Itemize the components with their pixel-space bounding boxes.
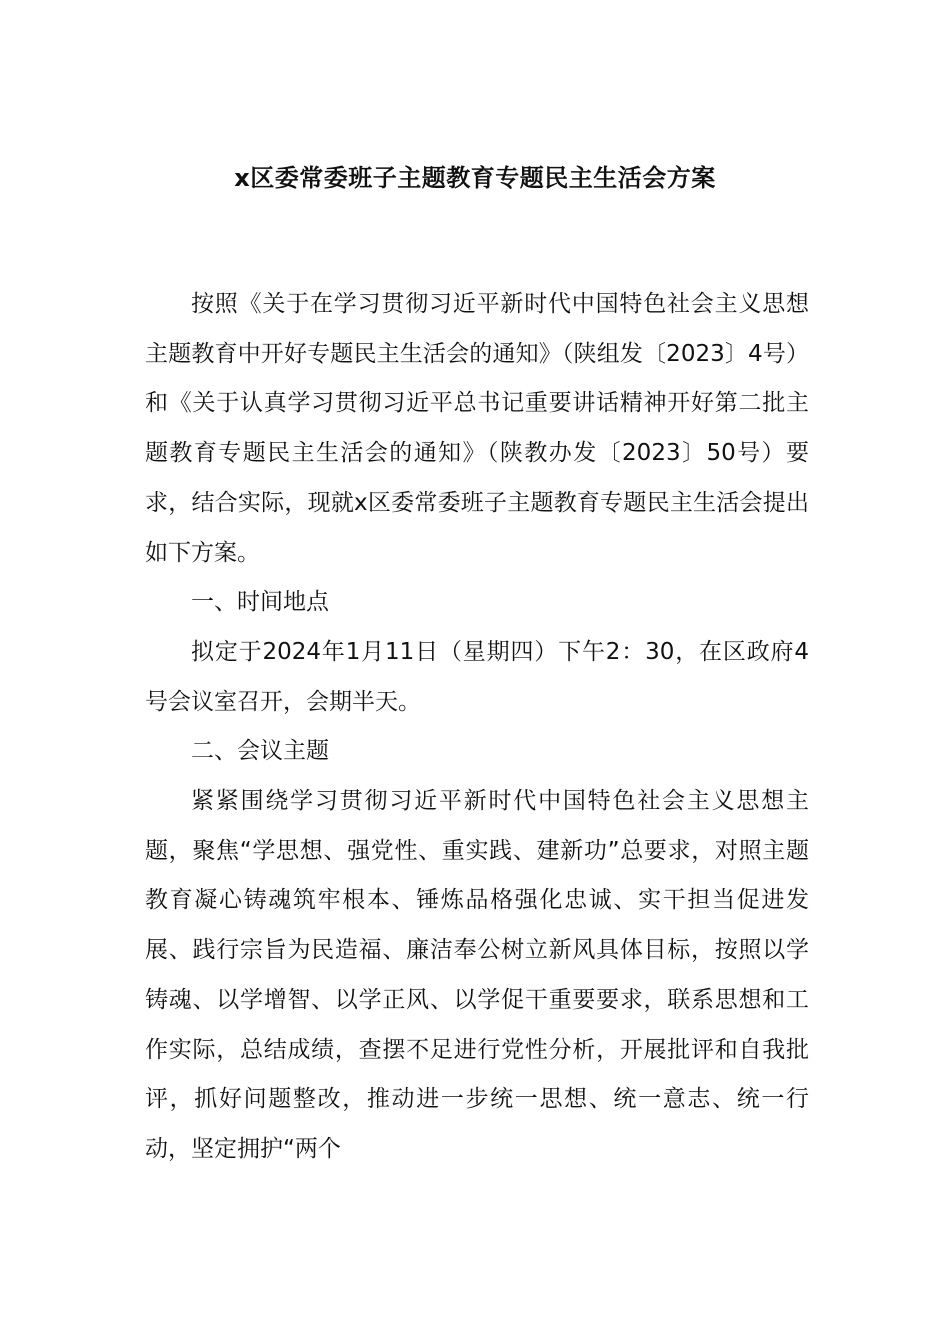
section-heading-theme: 二、会议主题 bbox=[191, 738, 329, 765]
document-body bbox=[145, 280, 809, 1175]
document-title: x区委常委班子主题教育专题民主生活会方案 bbox=[234, 164, 716, 192]
paragraph-theme: 紧紧围绕学习贯彻习近平新时代中国特色社会主义思想主题，聚焦“学思想、强党性、重实践、建新功”总要求，对照主题教育凝心铸魂筑牢根本、锤炼品格强化忠诚、实干担当促进发展、践行宗旨为民造福、廉洁奉公树立新风具体目标，按照以学铸魂、以学增智、以学正风、以学促干重要要求，联系思想和工作实际，总结成绩，查摆不足进行党性分析，开展批评和自我批评，抓好问题整改，推动进一步统一思想、统一意志、统一行动，坚定拥护“两个 bbox=[145, 788, 809, 1162]
section-heading-time-place: 一、时间地点 bbox=[191, 589, 329, 616]
paragraph-time-place: 拟定于2024年1月11日（星期四）下午2：30，在区政府4号会议室召开，会期半天。 bbox=[145, 638, 809, 715]
paragraph-preamble: 按照《关于在学习贯彻习近平新时代中国特色社会主义思想主题教育中开好专题民主生活会的通知》（陕组发〔2023〕4号）和《关于认真学习贯彻习近平总书记重要讲话精神开好第二批主题教育专题民主生活会的通知》（陕教办发〔2023〕50号）要求，结合实际，现就x区委常委班子主题教育专题民主生活会提出如下方案。 bbox=[145, 291, 809, 566]
